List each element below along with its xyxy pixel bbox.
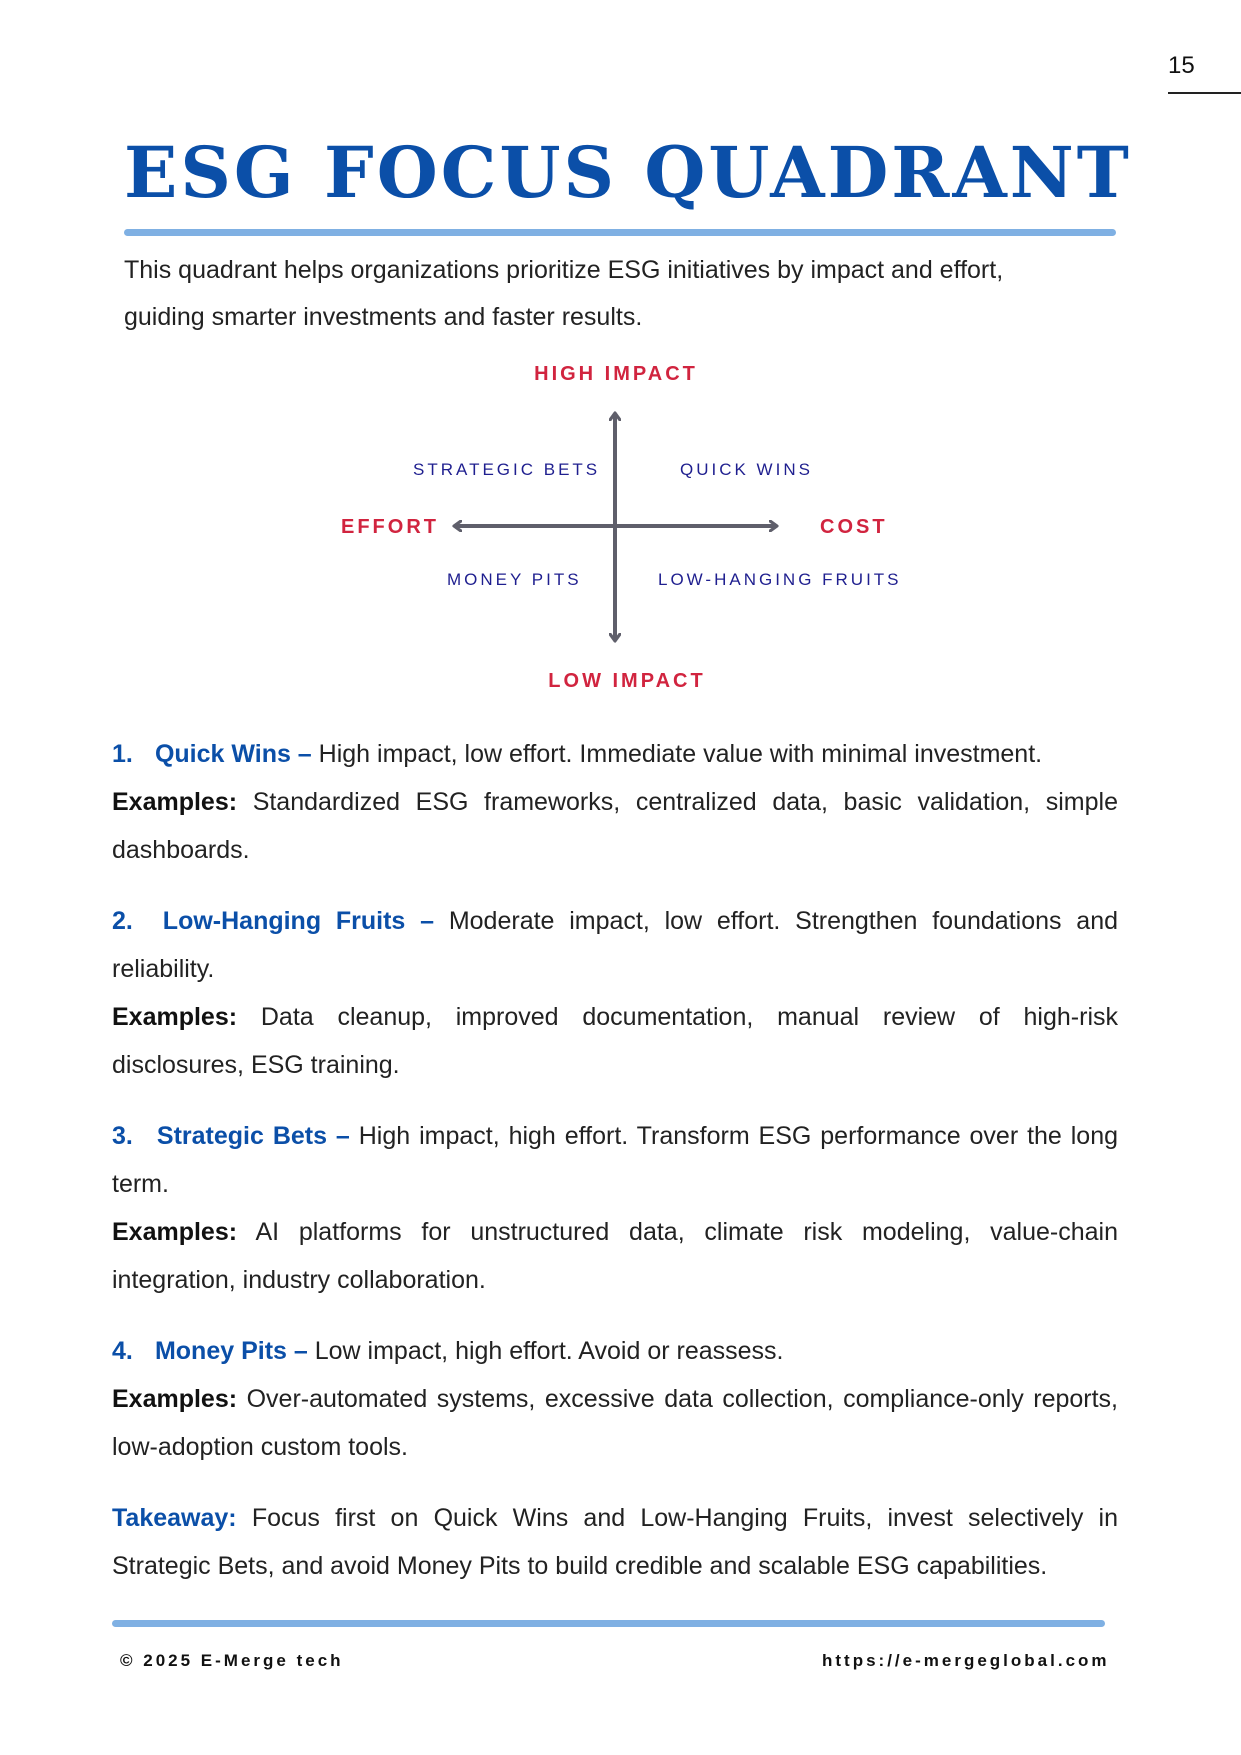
examples-text: Standardized ESG frameworks, centralized data, basic validation, simple dashboards. <box>112 788 1118 864</box>
examples-label: Examples: <box>112 788 238 816</box>
quadrant-diagram <box>0 0 1241 720</box>
page-title: ESG FOCUS QUADRANT <box>124 131 1132 214</box>
item-heading <box>112 740 312 768</box>
item-number: 1. <box>112 740 133 768</box>
item-description: Low impact, high effort. Avoid or reassess. <box>314 1337 784 1365</box>
item-heading <box>112 907 434 935</box>
page-number: 15 <box>1168 52 1195 79</box>
axis-label-low-impact: LOW IMPACT <box>548 670 706 692</box>
footer-copyright: © 2025 E-Merge tech <box>120 1651 344 1670</box>
list-item-money-pits <box>112 1327 1118 1471</box>
takeaway-text: Focus first on Quick Wins and Low-Hanging Fruits, invest selectively in Strategic Bets, and avoid Money Pits to build credible and scalable ESG capabilities. <box>112 1504 1118 1580</box>
examples-text: Over-automated systems, excessive data collection, compliance-only reports, low-adoption custom tools. <box>112 1385 1118 1461</box>
quadrant-label-low-hanging-fruits: LOW-HANGING FRUITS <box>658 570 902 589</box>
item-name: Strategic Bets – <box>156 1122 350 1150</box>
intro-paragraph: This quadrant helps organizations prioritize ESG initiatives by impact and effort, guiding smarter investments and faster results. <box>124 256 1004 331</box>
item-heading <box>112 1122 350 1150</box>
takeaway-paragraph <box>112 1494 1118 1590</box>
axis-label-effort: EFFORT <box>341 516 439 538</box>
item-description: High impact, low effort. Immediate value with minimal investment. <box>318 740 1043 768</box>
item-name: Low-Hanging Fruits – <box>162 907 435 935</box>
footer-website-link[interactable]: https://e-mergeglobal.com <box>822 1651 1110 1670</box>
examples-label: Examples: <box>112 1218 238 1246</box>
axis-label-high-impact: HIGH IMPACT <box>534 363 698 385</box>
quadrant-label-money-pits: MONEY PITS <box>447 570 582 589</box>
examples-text: AI platforms for unstructured data, climate risk modeling, value-chain integration, industry collaboration. <box>112 1218 1118 1294</box>
item-heading <box>112 1337 308 1365</box>
takeaway-label: Takeaway: <box>112 1504 237 1532</box>
list-item-strategic-bets <box>112 1112 1118 1304</box>
item-number: 2. <box>112 907 133 935</box>
axis-label-cost: COST <box>820 516 888 538</box>
item-description: Moderate impact, low effort. Strengthen foundations and reliability. <box>112 907 1119 983</box>
item-name: Money Pits – <box>154 1337 308 1365</box>
item-description: High impact, high effort. Transform ESG performance over the long term. <box>112 1122 1118 1198</box>
item-number: 4. <box>112 1337 133 1365</box>
quadrant-label-quick-wins: QUICK WINS <box>680 460 813 479</box>
footer-divider <box>112 1620 1105 1627</box>
list-item-low-hanging-fruits <box>112 897 1118 1089</box>
examples-text: Data cleanup, improved documentation, manual review of high-risk disclosures, ESG training. <box>112 1003 1118 1079</box>
examples-label: Examples: <box>112 1003 238 1031</box>
quadrant-descriptions <box>112 730 1118 1613</box>
examples-label: Examples: <box>112 1385 238 1413</box>
list-item-quick-wins <box>112 730 1118 874</box>
item-name: Quick Wins – <box>154 740 312 768</box>
item-number: 3. <box>112 1122 133 1150</box>
quadrant-label-strategic-bets: STRATEGIC BETS <box>413 460 601 479</box>
